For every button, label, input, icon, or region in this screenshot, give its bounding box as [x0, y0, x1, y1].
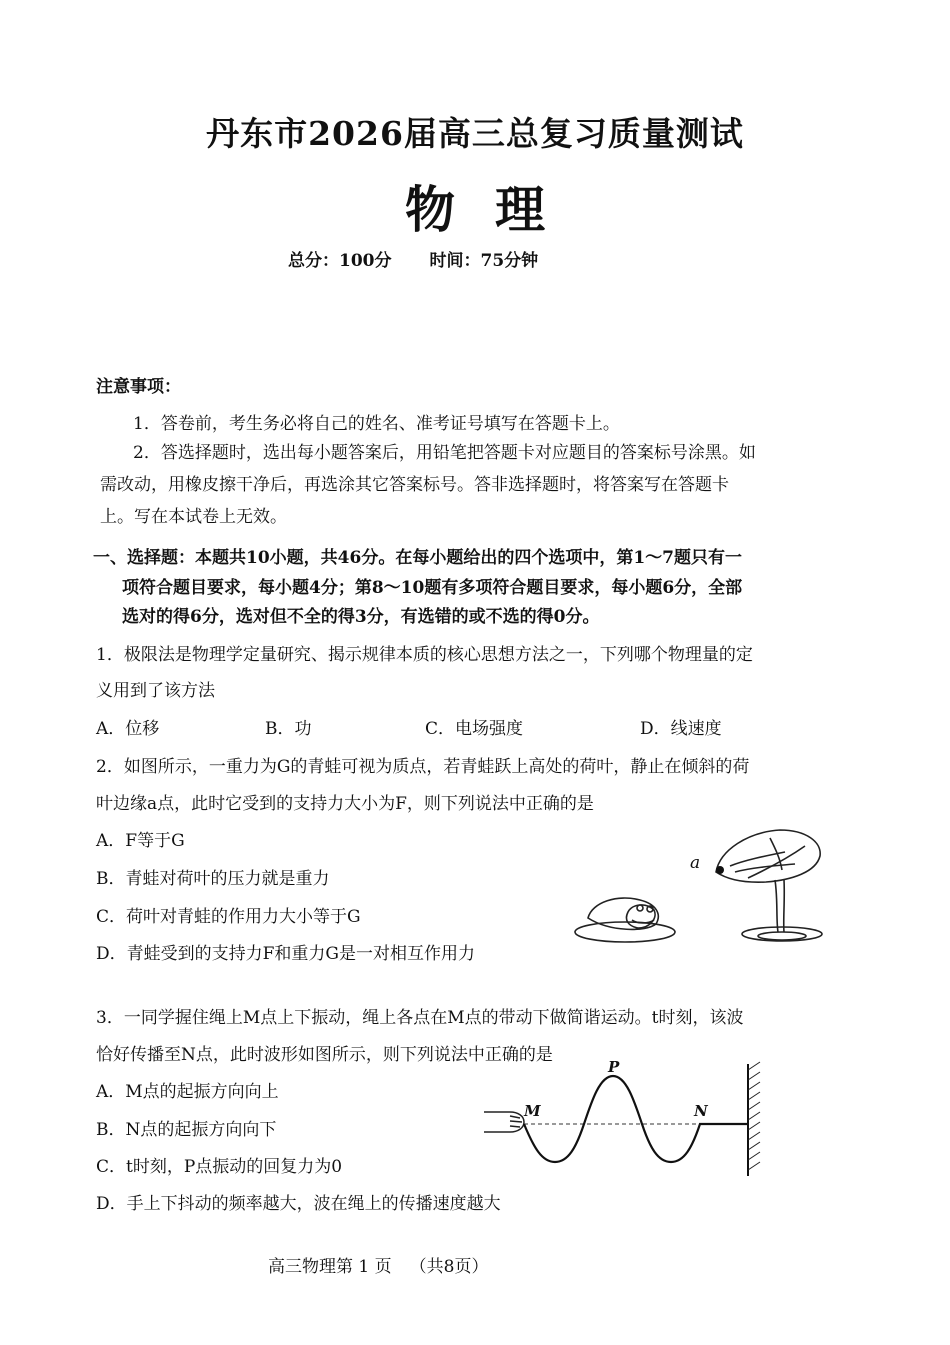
- exam-title: 丹东市2026届高三总复习质量测试: [206, 114, 744, 153]
- q2-option-b: B．青蛙对荷叶的压力就是重力: [96, 869, 330, 889]
- point-a-marker: [716, 866, 724, 874]
- wave-curve: [524, 1076, 748, 1162]
- q2-option-d: D．青蛙受到的支持力F和重力G是一对相互作用力: [96, 944, 476, 964]
- q3-option-c: C．t时刻，P点振动的回复力为0: [96, 1157, 343, 1177]
- q1-stem-line-1: 1．极限法是物理学定量研究、揭示规律本质的核心思想方法之一，下列哪个物理量的定: [96, 645, 753, 665]
- section-1-line-2: 项符合题目要求，每小题4分；第8～10题有多项符合题目要求，每小题6分，全部: [122, 578, 743, 598]
- notes-item-2-line-2: 需改动，用橡皮擦干净后，再选涂其它答案标号。答非选择题时，将答案写在答题卡: [100, 475, 729, 495]
- wall-hatching: [748, 1062, 760, 1170]
- rope-wave-figure: [480, 1058, 770, 1188]
- subject-title: 物理: [405, 180, 585, 239]
- q1-stem-line-2: 义用到了该方法: [96, 681, 215, 701]
- hand-illustration: [484, 1112, 524, 1132]
- total-score: 总分：100分: [288, 251, 392, 271]
- point-a-label: a: [690, 853, 701, 873]
- q3-stem-line-2: 恰好传播至N点，此时波形如图所示，则下列说法中正确的是: [96, 1045, 553, 1065]
- q2-option-c: C．荷叶对青蛙的作用力大小等于G: [96, 907, 361, 927]
- notes-item-2-line-1: 2．答选择题时，选出每小题答案后，用铅笔把答题卡对应题目的答案标号涂黑。如: [133, 443, 756, 463]
- page-footer: [268, 1252, 488, 1277]
- q3-option-b: B．N点的起振方向向下: [96, 1120, 277, 1140]
- q1-option-b: B．功: [265, 719, 312, 739]
- time-limit: 时间：75分钟: [429, 251, 539, 271]
- notes-item-2-line-3: 上。写在本试卷上无效。: [100, 507, 287, 527]
- section-1-line-3: 选对的得6分，选对但不全的得3分，有选错的或不选的得0分。: [122, 607, 600, 627]
- section-1-line-1: 一、选择题：本题共10小题，共46分。在每小题给出的四个选项中，第1～7题只有一: [93, 548, 742, 568]
- point-n-label: N: [694, 1102, 708, 1120]
- point-p-label: P: [608, 1058, 620, 1076]
- frog-illustration: [575, 898, 675, 942]
- q3-stem-line-1: 3．一同学握住绳上M点上下振动，绳上各点在M点的带动下做简谐运动。t时刻，该波: [96, 1008, 744, 1028]
- exam-meta: [288, 246, 538, 271]
- q1-option-c: C．电场强度: [425, 719, 524, 739]
- lotus-leaf-illustration: [716, 830, 822, 941]
- q1-option-d: D．线速度: [640, 719, 722, 739]
- q2-option-a: A．F等于G: [96, 831, 185, 851]
- q2-stem-line-2: 叶边缘a点，此时它受到的支持力大小为F，则下列说法中正确的是: [96, 794, 594, 814]
- q1-option-a: A．位移: [96, 719, 160, 739]
- point-m-label: M: [524, 1102, 541, 1120]
- q2-stem-line-1: 2．如图所示，一重力为G的青蛙可视为质点，若青蛙跃上高处的荷叶，静止在倾斜的荷: [96, 757, 750, 777]
- notes-title: 注意事项：: [96, 377, 181, 397]
- frog-lotus-figure: [570, 820, 830, 950]
- q3-option-a: A．M点的起振方向向上: [96, 1082, 279, 1102]
- q3-option-d: D．手上下抖动的频率越大，波在绳上的传播速度越大: [96, 1194, 501, 1214]
- notes-item-1: 1．答卷前，考生务必将自己的姓名、准考证号填写在答题卡上。: [133, 414, 620, 434]
- page-number: 高三物理第 1 页: [268, 1257, 392, 1277]
- page-total: （共8页）: [409, 1257, 489, 1277]
